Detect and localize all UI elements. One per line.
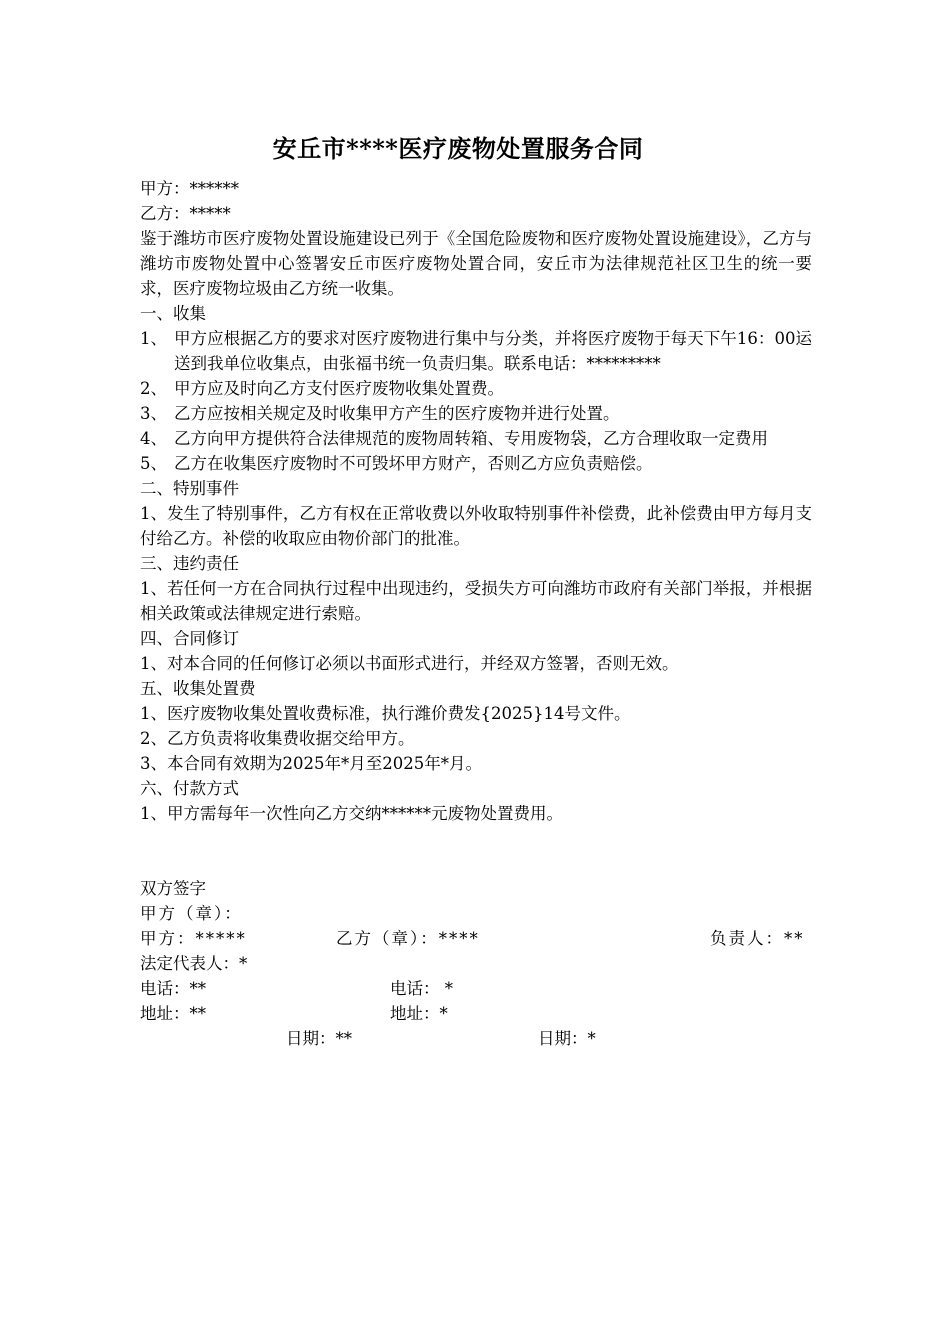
breach-paragraph: 1、若任何一方在合同执行过程中出现违约，受损失方可向潍坊市政府有关部门举报，并根据相关政策或法律规定进行索赔。 xyxy=(140,579,812,623)
document-title: 安丘市****医疗废物处置服务合同 xyxy=(272,134,644,163)
signature-row xyxy=(140,1026,812,1051)
section-heading-collection: 一、收集 xyxy=(140,304,206,323)
party-a-seal-label: 甲方（章）： xyxy=(140,904,243,923)
amendment-paragraph: 1、对本合同的任何修订必须以书面形式进行，并经双方签署，否则无效。 xyxy=(140,654,679,673)
list-item xyxy=(140,401,812,426)
party-a-signature: 甲方：***** xyxy=(140,929,247,948)
payment-paragraph: 1、甲方需每年一次性向乙方交纳******元废物处置费用。 xyxy=(140,804,563,823)
signature-row xyxy=(140,951,812,976)
date-party-b: 日期：* xyxy=(538,1029,596,1048)
party-b-line: 乙方：***** xyxy=(140,204,231,223)
party-a-line: 甲方：****** xyxy=(140,179,239,198)
list-item xyxy=(140,376,812,401)
section-heading-breach: 三、违约责任 xyxy=(140,554,239,573)
list-item-text: 甲方应根据乙方的要求对医疗废物进行集中与分类，并将医疗废物于每天下午16：00运送到我单位收集点，由张福书统一负责归集。联系电话：********* xyxy=(174,329,812,373)
signature-row xyxy=(140,926,812,951)
signature-row xyxy=(140,1001,812,1026)
signature-row xyxy=(140,976,812,1001)
section-heading-amendment: 四、合同修订 xyxy=(140,629,239,648)
signature-row xyxy=(140,901,812,926)
address-party-a: 地址：** xyxy=(140,1004,206,1023)
list-item xyxy=(140,326,812,376)
phone-party-b: 电话： * xyxy=(390,979,453,998)
list-item-number: 1、 xyxy=(140,329,167,348)
list-item-text: 乙方在收集医疗废物时不可毁坏甲方财产，否则乙方应负责赔偿。 xyxy=(174,454,653,473)
list-item-text: 甲方应及时向乙方支付医疗废物收集处置费。 xyxy=(174,379,504,398)
list-item-number: 5、 xyxy=(140,454,167,473)
spacer xyxy=(140,826,812,876)
special-events-paragraph: 1、发生了特别事件，乙方有权在正常收费以外收取特别事件补偿费，此补偿费由甲方每月支付给乙方。补偿的收取应由物价部门的批准。 xyxy=(140,504,812,548)
fees-line: 1、医疗废物收集处置收费标准，执行潍价费发{2025}14号文件。 xyxy=(140,704,631,723)
list-item-number: 4、 xyxy=(140,429,167,448)
list-item-number: 2、 xyxy=(140,379,167,398)
fees-line: 3、本合同有效期为2025年*月至2025年*月。 xyxy=(140,754,482,773)
person-in-charge: 负责人：** xyxy=(710,929,805,948)
list-item-number: 3、 xyxy=(140,404,167,423)
party-b-seal-signature: 乙方（章）：**** xyxy=(336,929,480,948)
legal-representative: 法定代表人：* xyxy=(140,954,248,973)
section-heading-special-events: 二、特别事件 xyxy=(140,479,239,498)
section-heading-payment: 六、付款方式 xyxy=(140,779,239,798)
date-party-a: 日期：** xyxy=(286,1029,352,1048)
fees-line: 2、乙方负责将收集费收据交给甲方。 xyxy=(140,729,415,748)
address-party-b: 地址：* xyxy=(390,1004,448,1023)
document-body xyxy=(140,176,812,1051)
list-item-text: 乙方向甲方提供符合法律规范的废物周转箱、专用废物袋，乙方合理收取一定费用 xyxy=(174,429,768,448)
list-item xyxy=(140,451,812,476)
signatures-heading: 双方签字 xyxy=(140,879,206,898)
section-heading-fees: 五、收集处置费 xyxy=(140,679,256,698)
list-item-text: 乙方应按相关规定及时收集甲方产生的医疗废物并进行处置。 xyxy=(174,404,620,423)
list-item xyxy=(140,426,812,451)
phone-party-a: 电话：** xyxy=(140,979,206,998)
preamble-paragraph: 鉴于潍坊市医疗废物处置设施建设已列于《全国危险废物和医疗废物处置设施建设》，乙方与潍坊市废物处置中心签署安丘市医疗废物处置合同，安丘市为法律规范社区卫生的统一要求，医疗废物垃圾由乙方统一收集。 xyxy=(140,229,812,298)
